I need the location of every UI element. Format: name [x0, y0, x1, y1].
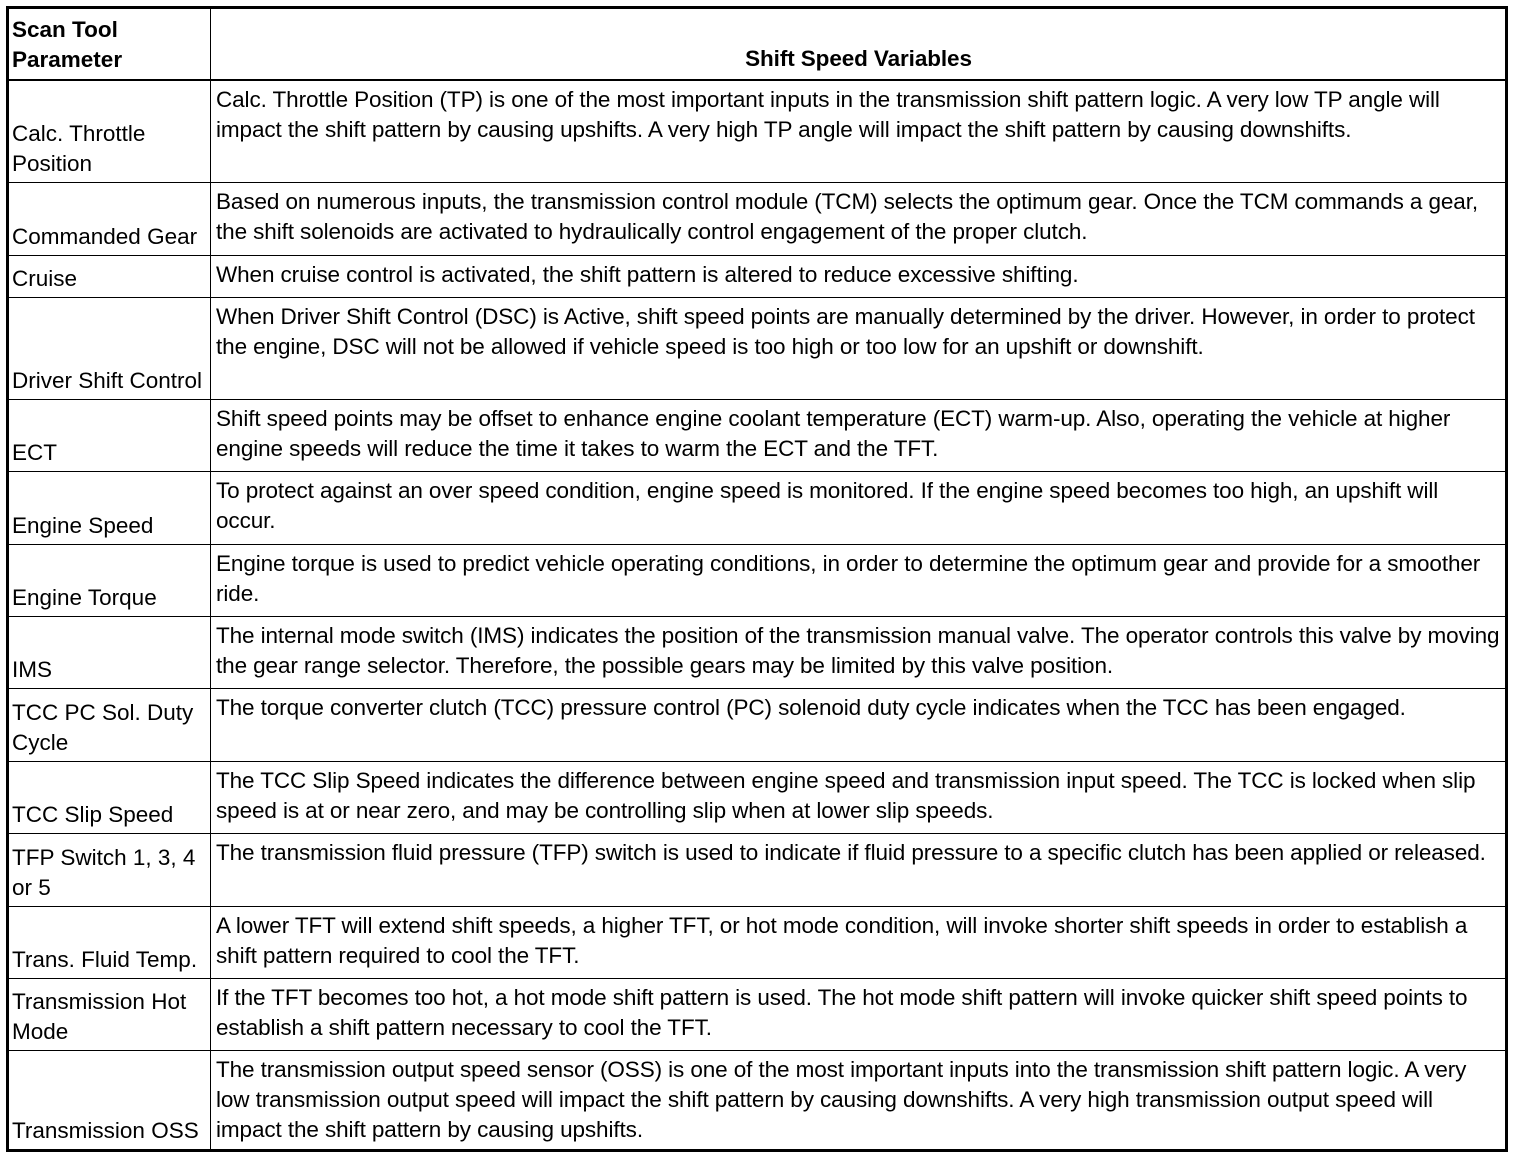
table-row — [9, 472, 1505, 545]
parameter-cell: Calc. Throttle Position — [9, 81, 211, 182]
description-cell: The internal mode switch (IMS) indicates the position of the transmission manual valve. The operator controls this valve by moving the gear range selector. Therefore, the possible gears may be limited by this valve position. — [216, 623, 1500, 678]
parameter-cell: Engine Torque — [9, 545, 211, 616]
description-cell: The transmission output speed sensor (OSS) is one of the most important inputs into the transmission shift pattern logic. A very low transmission output speed will impact the shift pattern by causing downshifts. A very high transmission output speed will impact the shift pattern by causing upshifts. — [216, 1057, 1467, 1142]
shift-speed-variables-table — [6, 6, 1508, 1152]
description-cell: The TCC Slip Speed indicates the difference between engine speed and transmission input speed. The TCC is locked when slip speed is at or near zero, and may be controlling slip when at lower slip speeds. — [216, 768, 1476, 823]
table-row — [9, 907, 1505, 979]
description-cell: Calc. Throttle Position (TP) is one of the most important inputs in the transmission shift pattern logic. A very low TP angle will impact the shift pattern by causing upshifts. A very high TP angle will impact the shift pattern by causing downshifts. — [216, 87, 1440, 142]
description-cell: Engine torque is used to predict vehicle operating conditions, in order to determine the optimum gear and provide for a smoother ride. — [216, 551, 1481, 606]
parameter-cell: IMS — [9, 617, 211, 688]
table-row — [9, 400, 1505, 472]
table-row — [9, 1051, 1505, 1149]
description-cell: When cruise control is activated, the shift pattern is altered to reduce excessive shifting. — [216, 262, 1079, 287]
description-cell: Shift speed points may be offset to enhance engine coolant temperature (ECT) warm-up. Also, operating the vehicle at higher engine speeds will reduce the time it takes to warm the ECT and the TFT. — [216, 406, 1451, 461]
parameter-cell: Engine Speed — [9, 472, 211, 544]
parameter-cell: Driver Shift Control — [9, 298, 211, 399]
parameter-cell: TFP Switch 1, 3, 4 or 5 — [9, 834, 211, 906]
description-cell: To protect against an over speed condition, engine speed is monitored. If the engine speed becomes too high, an upshift will occur. — [216, 478, 1439, 533]
table-row — [9, 617, 1505, 689]
table-row — [9, 834, 1505, 907]
description-cell: Based on numerous inputs, the transmission control module (TCM) selects the optimum gear. Once the TCM commands a gear, the shift solenoids are activated to hydraulically control engagement of the proper clutch. — [216, 189, 1479, 244]
table-row — [9, 298, 1505, 400]
table-header-row — [9, 9, 1505, 81]
table-row — [9, 979, 1505, 1051]
parameter-cell: Trans. Fluid Temp. — [9, 907, 211, 978]
description-cell: A lower TFT will extend shift speeds, a higher TFT, or hot mode condition, will invoke shorter shift speeds in order to establish a shift pattern required to cool the TFT. — [216, 913, 1468, 968]
parameter-cell: TCC Slip Speed — [9, 762, 211, 833]
parameter-cell: TCC PC Sol. Duty Cycle — [9, 689, 211, 761]
table-row — [9, 183, 1505, 256]
parameter-cell: Cruise — [9, 256, 211, 297]
table-row — [9, 81, 1505, 183]
table-row — [9, 256, 1505, 298]
table-row — [9, 689, 1505, 762]
description-cell: The transmission fluid pressure (TFP) switch is used to indicate if fluid pressure to a specific clutch has been applied or released. — [216, 840, 1486, 865]
header-scan-tool-parameter: Scan Tool Parameter — [9, 9, 211, 79]
parameter-cell: Transmission Hot Mode — [9, 979, 211, 1050]
description-cell: When Driver Shift Control (DSC) is Active, shift speed points are manually determined by the driver. However, in order to protect the engine, DSC will not be allowed if vehicle speed is too high or too low for an upshift or downshift. — [216, 304, 1475, 359]
header-shift-speed-variables: Shift Speed Variables — [745, 46, 972, 71]
parameter-cell: ECT — [9, 400, 211, 471]
parameter-cell: Commanded Gear — [9, 183, 211, 255]
parameter-cell: Transmission OSS — [9, 1051, 211, 1149]
description-cell: The torque converter clutch (TCC) pressure control (PC) solenoid duty cycle indicates when the TCC has been engaged. — [216, 695, 1406, 720]
table-row — [9, 762, 1505, 834]
table-row — [9, 545, 1505, 617]
description-cell: If the TFT becomes too hot, a hot mode shift pattern is used. The hot mode shift pattern will invoke quicker shift speed points to establish a shift pattern necessary to cool the TFT. — [216, 985, 1468, 1040]
